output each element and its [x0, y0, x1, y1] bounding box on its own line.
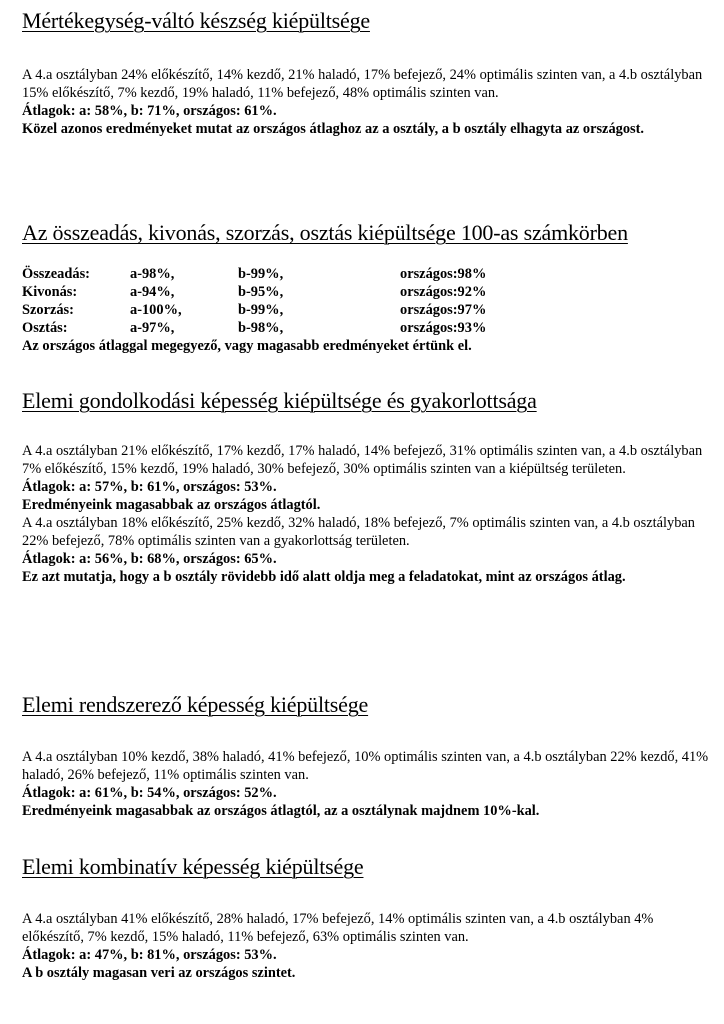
national-value: országos:97% — [400, 302, 487, 318]
class-b-value: b-98%, — [238, 320, 284, 336]
class-b-value: b-99%, — [238, 302, 284, 318]
class-a-value: a-97%, — [130, 320, 175, 336]
section-title: Mértékegység-váltó készség kiépültsége — [22, 8, 370, 33]
results-paragraph: A 4.a osztályban 21% előkészítő, 17% kezdő, 17% haladó, 14% befejező, 31% optimális szinten van, a 4.b osztályban 7% előkészítő, 15% kezdő, 19% haladó, 30% befejező, 30% optimális szinten van a kiépültség területen. — [22, 443, 703, 477]
conclusion-text: Az országos átlaggal megegyező, vagy magasabb eredményeket értünk el. — [22, 338, 472, 354]
table-row — [22, 301, 486, 319]
operation-name: Kivonás: — [22, 284, 78, 300]
section-systematizing-ability — [22, 692, 368, 718]
table-row — [22, 319, 486, 337]
conclusion-text: Eredményeink magasabbak az országos átlagtól. — [22, 497, 321, 513]
table-row — [22, 265, 486, 283]
conclusion-text-practice: Ez azt mutatja, hogy a b osztály rövidebb idő alatt oldja meg a feladatokat, mint az országos átlag. — [22, 569, 626, 585]
section-unit-conversion-body — [22, 66, 712, 138]
results-paragraph: A 4.a osztályban 41% előkészítő, 28% haladó, 17% befejező, 14% optimális szinten van, a 4.b osztályban 4% előkészítő, 7% kezdő, 15% haladó, 11% befejező, 63% optimális szinten van. — [22, 911, 654, 945]
averages-line: Átlagok: a: 57%, b: 61%, országos: 53%. — [22, 479, 277, 495]
section-thinking-ability — [22, 388, 537, 414]
averages-line-practice: Átlagok: a: 56%, b: 68%, országos: 65%. — [22, 551, 277, 567]
section-title: Az összeadás, kivonás, szorzás, osztás kiépültsége 100-as számkörben — [22, 220, 628, 245]
section-combinatorial-ability-body — [22, 910, 712, 982]
averages-line: Átlagok: a: 58%, b: 71%, országos: 61%. — [22, 103, 277, 119]
conclusion-text: Eredményeink magasabbak az országos átlagtól, az a osztálynak majdnem 10%-kal. — [22, 803, 540, 819]
operation-name: Összeadás: — [22, 266, 90, 282]
operations-table — [22, 265, 486, 337]
national-value: országos:98% — [400, 266, 487, 282]
conclusion-text: A b osztály magasan veri az országos szintet. — [22, 965, 296, 981]
averages-line: Átlagok: a: 61%, b: 54%, országos: 52%. — [22, 785, 277, 801]
section-systematizing-ability-body — [22, 748, 712, 820]
class-a-value: a-100%, — [130, 302, 182, 318]
results-paragraph-practice: A 4.a osztályban 18% előkészítő, 25% kezdő, 32% haladó, 18% befejező, 7% optimális szinten van, a 4.b osztályban 22% befejező, 78% optimális szinten van a gyakorlottság területen. — [22, 515, 695, 549]
national-value: országos:93% — [400, 320, 487, 336]
operation-name: Szorzás: — [22, 302, 74, 318]
section-title: Elemi rendszerező képesség kiépültsége — [22, 692, 369, 717]
class-b-value: b-95%, — [238, 284, 284, 300]
results-paragraph: A 4.a osztályban 10% kezdő, 38% haladó, 41% befejező, 10% optimális szinten van, a 4.b osztályban 22% kezdő, 41% haladó, 26% befejező, 11% optimális szinten van. — [22, 749, 709, 783]
conclusion-text: Közel azonos eredményeket mutat az országos átlaghoz az a osztály, a b osztály elhagyta az országost. — [22, 121, 645, 137]
results-paragraph: A 4.a osztályban 24% előkészítő, 14% kezdő, 21% haladó, 17% befejező, 24% optimális szinten van, a 4.b osztályban 15% előkészítő, 7% kezdő, 19% haladó, 11% befejező, 48% optimális szinten van. — [22, 67, 703, 101]
class-b-value: b-99%, — [238, 266, 284, 282]
class-a-value: a-94%, — [130, 284, 175, 300]
section-basic-operations-body — [22, 265, 712, 355]
section-unit-conversion — [22, 8, 370, 34]
averages-line: Átlagok: a: 47%, b: 81%, országos: 53%. — [22, 947, 277, 963]
class-a-value: a-98%, — [130, 266, 175, 282]
section-combinatorial-ability — [22, 854, 363, 880]
national-value: országos:92% — [400, 284, 487, 300]
section-basic-operations — [22, 220, 628, 246]
section-title: Elemi gondolkodási képesség kiépültsége és gyakorlottsága — [22, 388, 537, 413]
operation-name: Osztás: — [22, 320, 68, 336]
section-thinking-ability-body — [22, 442, 712, 586]
table-row — [22, 283, 486, 301]
section-title: Elemi kombinatív képesség kiépültsége — [22, 854, 364, 879]
